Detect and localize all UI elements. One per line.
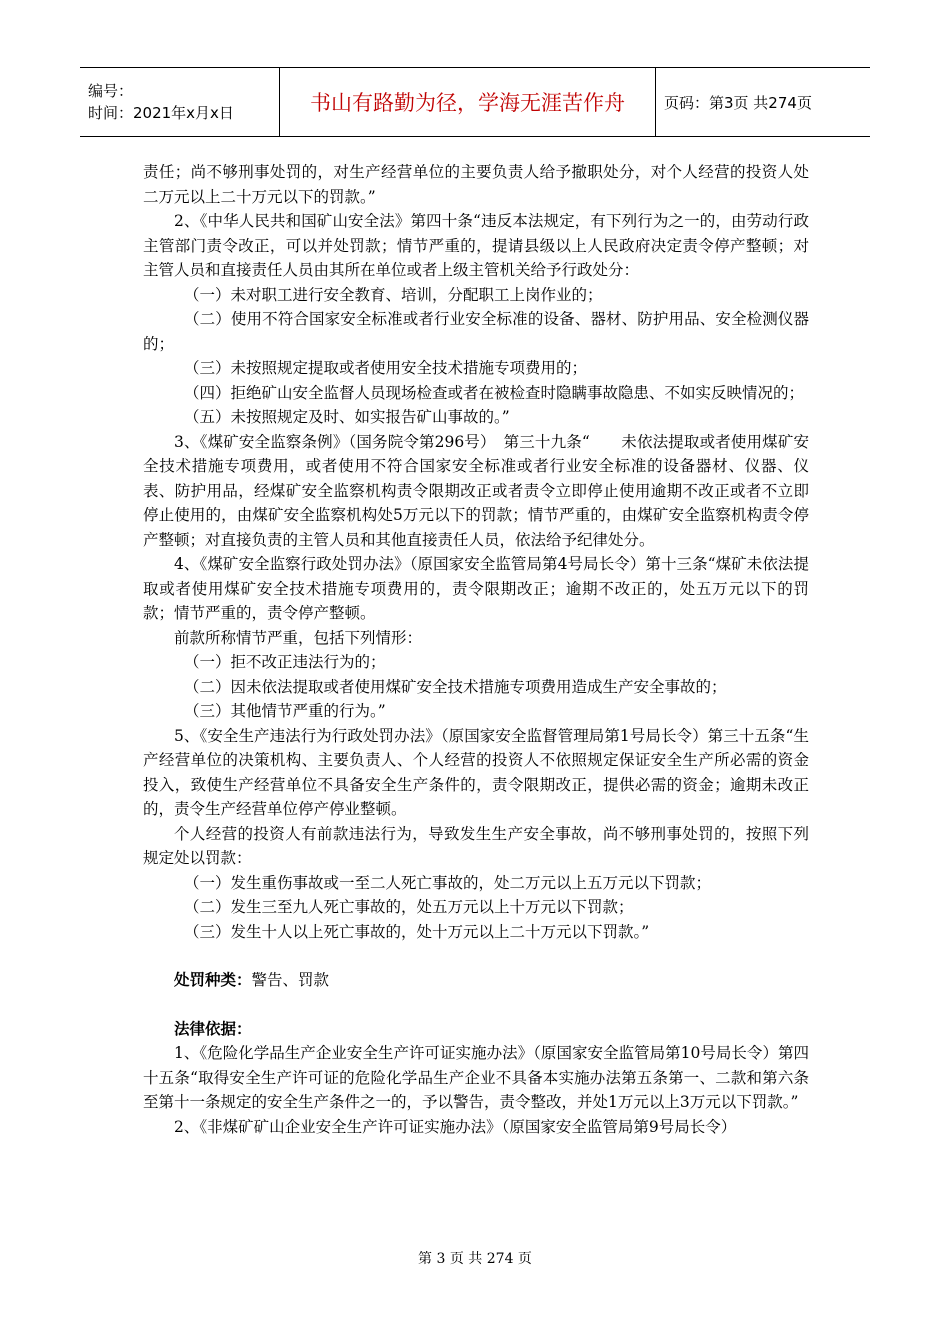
page-number-label: 页码：第3页 共274页 bbox=[664, 93, 812, 112]
list-item: （三）发生十人以上死亡事故的，处十万元以上二十万元以下罚款。” bbox=[184, 922, 650, 941]
penalty-type-label: 处罚种类： bbox=[174, 971, 252, 989]
header-page-info bbox=[656, 68, 870, 136]
list-item: （三）其他情节严重的行为。” bbox=[184, 702, 386, 720]
paragraph: 5、《安全生产违法行为行政处罚办法》（原国家安全监督管理局第1号局长令）第三十五条“生产经营单位的决策机构、主要负责人、个人经营的投资人不依照规定保证安全生产所必需的资金投入，致使生产经营单位不具备安全生产条件的，责令限期改正，提供必需的资金；逾期未改正的，责令生产经营单位停产停业整顿。 bbox=[143, 726, 809, 818]
penalty-type-line bbox=[143, 968, 809, 993]
list-item: （一）未对职工进行安全教育、培训，分配职工上岗作业的； bbox=[184, 285, 603, 304]
paragraph: 4、《煤矿安全监察行政处罚办法》（原国家安全监管局第4号局长令）第十三条“煤矿未依法提取或者使用煤矿安全技术措施专项费用的，责令限期改正；逾期不改正的，处五万元以下的罚款；情节严重的，责令停产整顿。 bbox=[143, 555, 809, 622]
list-item: （一）发生重伤事故或一至二人死亡事故的，处二万元以上五万元以下罚款； bbox=[184, 873, 712, 892]
list-item: （四）拒绝矿山安全监督人员现场检查或者在被检查时隐瞒事故隐患、不如实反映情况的； bbox=[184, 383, 805, 402]
document-number-label: 编号： bbox=[88, 82, 134, 100]
document-date: 时间：2021年x月x日 bbox=[88, 104, 234, 122]
paragraph: 前款所称情节严重，包括下列情形： bbox=[174, 628, 423, 647]
header-meta bbox=[80, 68, 280, 136]
page-header bbox=[80, 67, 870, 137]
paragraph: 2、《非煤矿矿山企业安全生产许可证实施办法》（原国家安全监管局第9号局长令） bbox=[174, 1117, 737, 1136]
legal-basis-heading: 法律依据： bbox=[174, 1019, 252, 1038]
paragraph: 个人经营的投资人有前款违法行为，导致发生生产安全事故，尚不够刑事处罚的，按照下列规定处以罚款： bbox=[143, 824, 809, 867]
spacer bbox=[143, 993, 809, 1017]
paragraph: 责任；尚不够刑事处罚的，对生产经营单位的主要负责人给予撤职处分，对个人经营的投资人处二万元以上二十万元以下的罚款。” bbox=[143, 163, 809, 206]
list-item: （三）未按照规定提取或者使用安全技术措施专项费用的； bbox=[184, 359, 588, 377]
paragraph: 3、《煤矿安全监察条例》（国务院令第296号） 第三十九条“ 未依法提取或者使用煤矿安全技术措施专项费用，或者使用不符合国家安全标准或者行业安全标准的设备器材、仪器、仪表、防护用品，经煤矿安全监察机构责令限期改正或者责令立即停止使用逾期不改正或者不立即停止使用的，由煤矿安全监察机构处5万元以下的罚款；情节严重的，由煤矿安全监察机构责令停产整顿；对直接负责的主管人员和其他直接责任人员，依法给予纪律处分。 bbox=[143, 432, 809, 549]
header-motto bbox=[280, 68, 656, 136]
list-item: （二）使用不符合国家安全标准或者行业安全标准的设备、器材、防护用品、安全检测仪器的； bbox=[143, 310, 809, 353]
list-item: （五）未按照规定及时、如实报告矿山事故的。” bbox=[184, 408, 510, 426]
list-item: （一）拒不改正违法行为的； bbox=[184, 653, 386, 671]
list-item: （二）发生三至九人死亡事故的，处五万元以上十万元以下罚款； bbox=[184, 898, 634, 916]
motto-text: 书山有路勤为径，学海无涯苦作舟 bbox=[310, 91, 625, 115]
page-footer: 第 3 页 共 274 页 bbox=[418, 1251, 532, 1267]
paragraph: 1、《危险化学品生产企业安全生产许可证实施办法》（原国家安全监管局第10号局长令）第四十五条“取得安全生产许可证的危险化学品生产企业不具备本实施办法第五条第一、二款和第六条至第十一条规定的安全生产条件之一的，予以警告，责令整改，并处1万元以上3万元以下罚款。” bbox=[143, 1044, 809, 1111]
paragraph: 2、《中华人民共和国矿山安全法》第四十条“违反本法规定，有下列行为之一的，由劳动行政主管部门责令改正，可以并处罚款；情节严重的，提请县级以上人民政府决定责令停产整顿；对主管人员和直接责任人员由其所在单位或者上级主管机关给予行政处分： bbox=[143, 212, 809, 279]
spacer bbox=[143, 944, 809, 968]
document-body bbox=[143, 160, 809, 1139]
list-item: （二）因未依法提取或者使用煤矿安全技术措施专项费用造成生产安全事故的； bbox=[184, 677, 727, 696]
penalty-type-value: 警告、罚款 bbox=[251, 971, 330, 989]
